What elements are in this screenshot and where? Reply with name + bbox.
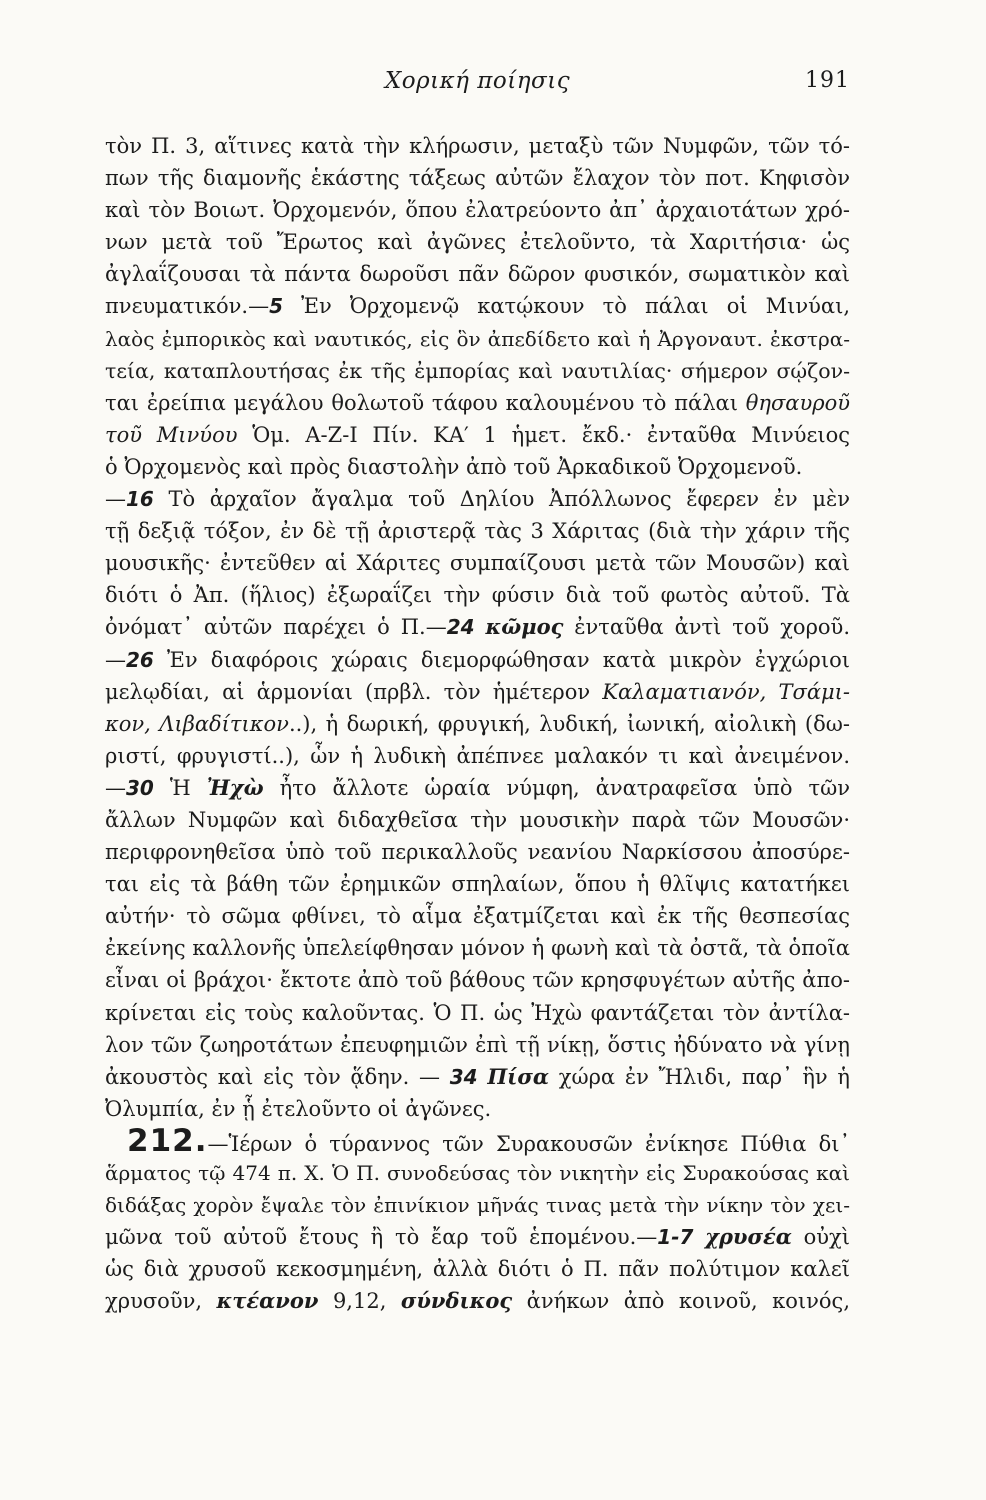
text-run: νων μετὰ τοῦ Ἔρωτος καὶ ἀγῶνες ἐτελοῦντο, τὰ Χαριτήσια· ὡς (105, 230, 850, 255)
text-run: ὁ Ὀρχομενὸς καὶ πρὸς διαστολὴν ἀπὸ τοῦ Ἀρκαδικοῦ Ὀρχομενοῦ. (105, 454, 803, 479)
keyword: κτέανον (216, 1288, 319, 1314)
text-run: διδάξας χορὸν ἔψαλε τὸν ἐπινίκιον μῆνάς τινας μετὰ τὴν νίκην τὸν χει- (105, 1193, 850, 1218)
text-line (105, 162, 850, 194)
text-run: πων τῆς διαμονῆς ἑκάστης τάξεως αὐτῶν ἔλαχον τὸν ποτ. Κηφισὸν (105, 166, 850, 191)
text-line (105, 1093, 850, 1125)
line-reference-number: 30 (126, 775, 154, 800)
line-reference-number: 24 (446, 615, 475, 640)
text-run: ριστί, φρυγιστί..), ὧν ἡ λυδικὴ ἀπέπνεε μαλακόν τι καὶ ἀνειμένον. (105, 743, 850, 768)
keyword: χρυσέα (705, 1224, 792, 1250)
text-run: Ἐν Ὀρχομενῷ κατῴκουν τὸ πάλαι οἱ Μινύαι, (283, 294, 850, 319)
text-run (478, 1065, 488, 1089)
text-line (105, 579, 850, 611)
text-line (105, 483, 850, 515)
text-run: μουσικῆς· ἐντεῦθεν αἱ Χάριτες συμπαίζουσι μετὰ τῶν Μουσῶν) καὶ (105, 551, 850, 576)
text-line (105, 900, 850, 932)
text-run: διότι ὁ Ἀπ. (ἥλιος) ἐξωραΐζει τὴν φύσιν διὰ τοῦ φωτὸς αὐτοῦ. Τὰ (105, 583, 850, 608)
text-line (105, 611, 850, 643)
text-run: Τὸ ἀρχαῖον ἄγαλμα τοῦ Δηλίου Ἀπόλλωνος ἔφερεν ἐν μὲν (153, 487, 850, 512)
text-run: τῇ δεξιᾷ τόξον, ἐν δὲ τῇ ἀριστερᾷ τὰς 3 Χάριτας (διὰ τὴν χάριν τῆς (105, 519, 850, 544)
text-line (105, 1029, 850, 1061)
text-run: ..), ἡ δωρική, φρυγική, λυδική, ἰωνική, αἰολικὴ (δω- (288, 711, 850, 736)
text-run: κρίνεται εἰς τοὺς καλοῦντας. Ὁ Π. ὡς Ἠχὼ φαντάζεται τὸν ἀντίλα- (105, 1000, 850, 1025)
text-run: μελῳδίαι, αἱ ἁρμονίαι (πρβλ. τὸν ἡμέτερον (105, 679, 603, 704)
text-run: Ὀλυμπία, ἐν ᾗ ἐτελοῦντο οἱ ἀγῶνες. (105, 1096, 492, 1121)
text-line (105, 290, 850, 322)
text-run: οὐχὶ (791, 1225, 850, 1250)
text-run (475, 615, 486, 639)
text-run: Ἐν διαφόροις χώραις διεμορφώθησαν κατὰ μικρὸν ἐγχώριοι (153, 647, 850, 672)
running-header (105, 68, 850, 108)
text-line (105, 547, 850, 579)
keyword: κῶμος (485, 614, 564, 640)
line-reference-number: 34 (449, 1064, 478, 1089)
text-line (105, 323, 850, 355)
text-run: Καλαματιανόν, Τσάμι- (602, 679, 850, 704)
text-line (105, 1189, 850, 1221)
text-run: τοῦ Μινύου (105, 422, 238, 447)
page-number: 191 (805, 68, 850, 93)
text-line (105, 1061, 850, 1093)
text-line (105, 932, 850, 964)
text-line (105, 355, 850, 387)
text-run: ται ἐρείπια μεγάλου θολωτοῦ τάφου καλουμένου τὸ πάλαι (105, 390, 746, 415)
keyword: σύνδικος (400, 1288, 513, 1314)
text-line (105, 740, 850, 772)
text-run: τεία, καταπλουτήσας ἐκ τῆς ἐμπορίας καὶ ναυτιλίας· σήμερον σῴζον- (105, 358, 850, 383)
text-run: ἦτο ἄλλοτε ὡραία νύμφη, ἀνατραφεῖσα ὑπὸ τῶν (263, 775, 850, 800)
text-line (105, 964, 850, 996)
text-run: ἐκείνης καλλονῆς ὑπελείφθησαν μόνον ἡ φωνὴ καὶ τὰ ὀστᾶ, τὰ ὁποῖα (105, 936, 850, 961)
text-run: χρυσοῦν, (105, 1289, 217, 1314)
text-run: θησαυροῦ (745, 390, 850, 415)
text-run: ἅρματος τῷ 474 π. Χ. Ὁ Π. συνοδεύσας τὸν νικητὴν εἰς Συρακούσας καὶ (105, 1161, 850, 1185)
text-run: 9,12, (318, 1289, 401, 1314)
keyword: Ἠχὼ (206, 774, 264, 800)
text-line (105, 1285, 850, 1317)
text-line (105, 676, 850, 708)
text-run: εἶναι οἱ βράχοι· ἔκτοτε ἀπὸ τοῦ βάθους τῶν κρησφυγέτων αὐτῆς ἀπο- (105, 968, 850, 993)
text-run: ἀνήκων ἀπὸ κοινοῦ, κοινός, (512, 1289, 850, 1314)
text-line (105, 226, 850, 258)
text-run: κον, Λιβαδίτικον (105, 711, 289, 736)
text-line (105, 515, 850, 547)
line-reference-number: 16 (126, 487, 154, 512)
text-run: ἀγλαΐζουσαι τὰ πάντα δωροῦσι πᾶν δῶρον φυσικόν, σωματικὸν καὶ (105, 262, 850, 287)
text-run: καὶ τὸν Βοιωτ. Ὀρχομενόν, ὅπου ἐλατρεύοντο ἀπ᾽ ἀρχαιοτάτων χρό- (105, 198, 850, 223)
text-line (105, 836, 850, 868)
text-line (105, 868, 850, 900)
line-reference-number: 5 (269, 294, 284, 319)
text-run: — (105, 775, 126, 800)
text-line (105, 772, 850, 804)
text-line (105, 258, 850, 290)
text-line (105, 387, 850, 419)
text-line (105, 644, 850, 676)
line-reference-number: 212. (127, 1124, 208, 1157)
text-run: — (105, 647, 126, 672)
text-line (105, 708, 850, 740)
text-run: αὐτήν· τὸ σῶμα φθίνει, τὸ αἷμα ἐξατμίζεται καὶ ἐκ τῆς θεσπεσίας (105, 904, 850, 929)
text-run: ὡς διὰ χρυσοῦ κεκοσμημένη, ἀλλὰ διότι ὁ Π. πᾶν πολύτιμον καλεῖ (105, 1257, 850, 1282)
text-line (105, 130, 850, 162)
text-run: ἐνταῦθα ἀντὶ τοῦ χοροῦ. (563, 615, 850, 640)
text-line (105, 997, 850, 1029)
text-run: λον τῶν ζωηροτάτων ἐπευφημιῶν ἐπὶ τῇ νίκῃ, ὅστις ἠδύνατο νὰ γίνῃ (105, 1032, 850, 1057)
text-run: χώρα ἐν Ἤλιδι, παρ᾽ ἣν ἡ (548, 1064, 850, 1089)
text-line (105, 419, 850, 451)
text-line (105, 1157, 850, 1189)
text-run: λαὸς ἐμπορικὸς καὶ ναυτικός, εἰς ὃν ἀπεδίδετο καὶ ἡ Ἀργοναυτ. ἐκστρα- (105, 326, 850, 351)
text-line (105, 1221, 850, 1253)
text-run: —Ἱέρων ὁ τύραννος τῶν Συρακουσῶν ἐνίκησε Πύθια δι᾽ (207, 1131, 850, 1156)
text-run (693, 1225, 705, 1249)
text-line (105, 1253, 850, 1285)
text-run: Ὁμ. Α-Ζ-Ι Πίν. ΚΑ′ 1 ἡμετ. ἔκδ.· ἐνταῦθα Μινύειος (237, 422, 850, 447)
text-run: ται εἰς τὰ βάθη τῶν ἐρημικῶν σπηλαίων, ὅπου ἡ θλῖψις κατατήκει (105, 872, 850, 897)
text-run: ἀκουστὸς καὶ εἰς τὸν ᾅδην. — (105, 1064, 450, 1089)
line-reference-number: 1-7 (657, 1225, 694, 1250)
line-reference-number: 26 (126, 647, 154, 672)
text-line (105, 1125, 850, 1157)
running-title: Χορική ποίησις (384, 68, 571, 94)
text-line (105, 804, 850, 836)
text-line (105, 451, 850, 483)
text-run: τὸν Π. 3, αἵτινες κατὰ τὴν κλήρωσιν, μεταξὺ τῶν Νυμφῶν, τῶν τό- (105, 134, 850, 158)
keyword: Πίσα (487, 1063, 549, 1089)
text-run: ὀνόματ᾽ αὐτῶν παρέχει ὁ Π.— (105, 615, 447, 640)
text-run: περιφρονηθεῖσα ὑπὸ τοῦ περικαλλοῦς νεανίου Ναρκίσσου ἀποσύρε- (105, 840, 850, 865)
text-run: ἄλλων Νυμφῶν καὶ διδαχθεῖσα τὴν μουσικὴν παρὰ τῶν Μουσῶν· (105, 807, 850, 832)
text-run: μῶνα τοῦ αὐτοῦ ἔτους ἢ τὸ ἔαρ τοῦ ἑπομένου.— (105, 1225, 658, 1250)
text-run: — (105, 487, 126, 512)
commentary-text (105, 130, 850, 1317)
text-run: Ἡ (153, 775, 207, 800)
text-line (105, 194, 850, 226)
text-run: πνευματικόν.— (105, 294, 270, 319)
